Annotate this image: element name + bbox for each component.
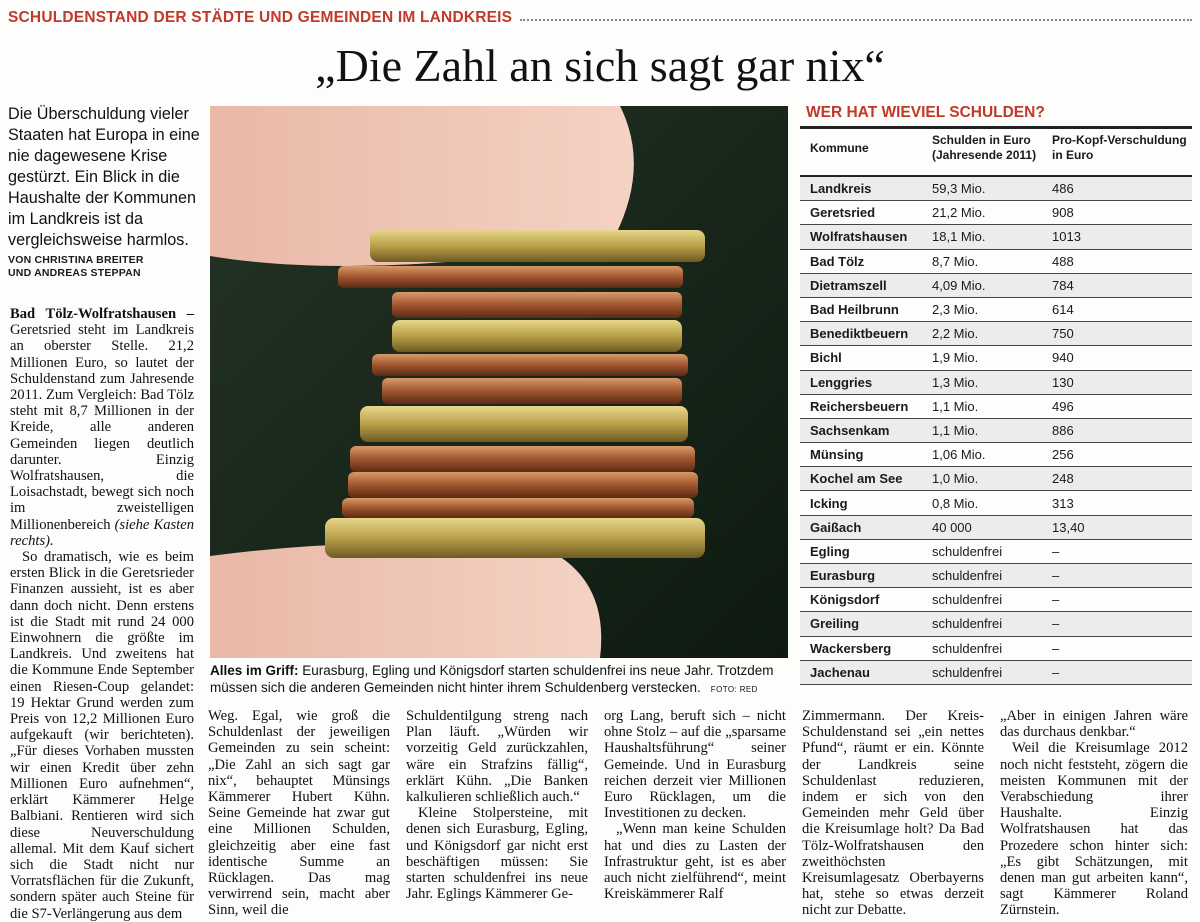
kommune-cell: Egling [810, 543, 850, 559]
byline [8, 254, 200, 280]
table-row [800, 637, 1192, 661]
article-paragraph: org Lang, beruft sich – nicht ohne Stolz – auf die „sparsame Haushaltsführung“ seiner Gemeinde. Und in Eurasburg reichen derzeit vier Millionen Euro Rücklagen, um die Investitionen zu decken. [604, 708, 786, 822]
paragraph-text: Geretsried steht im Landkreis an oberster Stelle. 21,2 Millionen Euro, so lautet der Schuldenstand zum Jahresende 2011. Zum Vergleich: Bad Tölz steht mit 8,7 Millionen in der Kreide, alle anderen Gemeinden liegen deutlich darunter. Einzig Wolfratshausen, die Loisachstadt, bewegt sich noch im zweistelligen Millionenbereich [10, 322, 194, 533]
schulden-cell: 4,09 Mio. [932, 277, 986, 293]
byline-line: VON CHRISTINA BREITER [8, 254, 144, 266]
prokopf-cell: 750 [1052, 326, 1074, 342]
article-column-1 [10, 306, 194, 922]
table-row [800, 298, 1192, 322]
table-body [800, 177, 1192, 685]
table-row [800, 371, 1192, 395]
table-row [800, 467, 1192, 491]
kommune-cell: Wackersberg [810, 640, 892, 656]
kommune-cell: Bad Tölz [810, 253, 865, 269]
article-column-5 [802, 708, 984, 919]
box-reference: (siehe Kasten rechts). [10, 516, 194, 549]
table-row [800, 564, 1192, 588]
prokopf-cell: 13,40 [1052, 519, 1085, 535]
article-paragraph: Kleine Stolpersteine, mit denen sich Eurasburg, Egling, und Königsdorf gar nicht erst beschäftigen müssen: Sie starten schuldenfrei ins neue Jahr. Eglings Kämmerer Ge- [406, 805, 588, 903]
photo-caption [210, 662, 788, 698]
schulden-cell: 0,8 Mio. [932, 495, 979, 511]
kicker-divider [520, 19, 1192, 21]
kommune-cell: Sachsenkam [810, 422, 890, 438]
coin-stack-photo [210, 106, 788, 658]
schulden-cell: schuldenfrei [932, 592, 1003, 608]
article-paragraph: Weg. Egal, wie groß die Schuldenlast der jeweiligen Gemeinden zu sein scheint: „Die Zahl an sich sagt gar nix“, behauptet Münsings Kämmerer Hubert Kühn. Seine Gemeinde hat zwar gut eine Millionen Schulden, gleichzeitig aber eine fast identische Summe an Rücklagen. Das mag verwirrend sein, macht aber Sinn, weil die [208, 708, 390, 919]
prokopf-cell: – [1052, 640, 1060, 656]
prokopf-cell: 908 [1052, 205, 1074, 221]
table-row [800, 661, 1192, 685]
kommune-cell: Dietramszell [810, 277, 887, 293]
schulden-cell: 59,3 Mio. [932, 181, 986, 197]
table-row [800, 201, 1192, 225]
schulden-cell: schuldenfrei [932, 664, 1003, 680]
prokopf-cell: 784 [1052, 277, 1074, 293]
schulden-cell: 2,3 Mio. [932, 302, 979, 318]
intro-teaser: Die Überschuldung vieler Staaten hat Europa in eine nie dagewesene Krise gestürzt. Ein Blick in die Haushalte der Kommunen im Landkreis ist da vergleichsweise harmlos. [8, 105, 200, 249]
kommune-cell: Lenggries [810, 374, 873, 390]
kommune-cell: Münsing [810, 447, 864, 463]
schulden-cell: schuldenfrei [932, 568, 1003, 584]
kommune-cell: Jachenau [810, 664, 870, 680]
prokopf-cell: – [1052, 664, 1060, 680]
kommune-cell: Landkreis [810, 181, 872, 197]
prokopf-cell: – [1052, 568, 1060, 584]
article-paragraph: Weil die Kreisumlage 2012 noch nicht feststeht, zögern die meisten Kommunen mit der Verabschiedung ihrer Haushalte. Einzig Wolfratshausen hat das Prozedere schon hinter sich: „Es gibt Schätzungen, mit denen man gut arbeiten kann“, sagt Kämmerer Roland Zürnstein. [1000, 740, 1188, 919]
prokopf-cell: 940 [1052, 350, 1074, 366]
caption-text: Eurasburg, Egling und Königsdorf starten schuldenfrei ins neue Jahr. Trotzdem müssen sich die anderen Gemeinden nicht hinter ihrem Schuldenberg verstecken. [210, 663, 774, 695]
schulden-cell: 1,9 Mio. [932, 350, 979, 366]
prokopf-cell: 256 [1052, 447, 1074, 463]
prokopf-cell: 130 [1052, 374, 1074, 390]
article-column-6 [1000, 708, 1188, 919]
schulden-cell: 8,7 Mio. [932, 253, 979, 269]
table-row [800, 395, 1192, 419]
table-row [800, 612, 1192, 636]
article-column-2 [208, 708, 390, 919]
table-row [800, 274, 1192, 298]
schulden-cell: 1,3 Mio. [932, 374, 979, 390]
article-paragraph: „Aber in einigen Jahren wäre das durchaus denkbar.“ [1000, 708, 1188, 741]
table-row [800, 491, 1192, 515]
debt-table [800, 104, 1192, 685]
table-header [800, 129, 1192, 177]
prokopf-cell: 248 [1052, 471, 1074, 487]
kommune-cell: Icking [810, 495, 848, 511]
kommune-cell: Bichl [810, 350, 842, 366]
kommune-cell: Gaißach [810, 519, 862, 535]
kommune-cell: Greiling [810, 616, 860, 632]
schulden-cell: schuldenfrei [932, 616, 1003, 632]
table-title: WER HAT WIEVIEL SCHULDEN? [806, 104, 1045, 121]
schulden-cell: 1,1 Mio. [932, 422, 979, 438]
prokopf-cell: 313 [1052, 495, 1074, 511]
photo-credit: FOTO: RED [710, 685, 758, 694]
bottom-thumb [210, 543, 601, 658]
table-row [800, 177, 1192, 201]
caption-lead: Alles im Griff: [210, 663, 299, 678]
schulden-cell: 18,1 Mio. [932, 229, 986, 245]
table-row [800, 250, 1192, 274]
prokopf-cell: 614 [1052, 302, 1074, 318]
article-paragraph [10, 306, 194, 549]
table-row [800, 516, 1192, 540]
section-kicker: SCHULDENSTAND DER STÄDTE UND GEMEINDEN IM LANDKREIS [8, 9, 513, 26]
kommune-cell: Königsdorf [810, 592, 880, 608]
prokopf-cell: 488 [1052, 253, 1074, 269]
header-kommune: Kommune [810, 141, 869, 155]
article-paragraph: „Wenn man keine Schulden hat und dies zu Lasten der Infrastruktur geht, ist es aber auch nicht zielführend“, meint Kreiskämmerer Ralf [604, 821, 786, 903]
article-paragraph: So dramatisch, wie es beim ersten Blick in die Geretsrieder Finanzen aussieht, ist es aber dann doch nicht. Denn erstens ist die Stadt mit rund 24 000 Einwohnern die größte im Landkreis. Und zweitens hat die Kommune Ende September einen Riesen-Coup gelandet: 19 Hektar Grund werden zum Preis von 12,2 Millionen Euro aufgekauft (wir berichteten). „Für dieses Vorhaben mussten wir einen Kredit über zehn Millionen Euro aufnehmen“, erklärt Kämmerer Helge Balbiani. Rentieren wird sich diese Neuverschuldung allemal. Mit dem Kauf sichert sich die Stadt nicht nur Vorratsflächen für die Zukunft, sondern später auch Steine für die S7-Verlängerung aus dem [10, 549, 194, 922]
table-row [800, 346, 1192, 370]
schulden-cell: schuldenfrei [932, 640, 1003, 656]
article-paragraph: Schuldentilgung streng nach Plan läuft. „Würden wir vorzeitig Geld zurückzahlen, wäre ein Strafzins fällig“, erklärt Kühn. „Die Banken kalkulieren schließlich auch.“ [406, 708, 588, 806]
kicker-row [8, 6, 1192, 30]
kommune-cell: Kochel am See [810, 471, 903, 487]
table-row [800, 540, 1192, 564]
article-paragraph: Zimmermann. Der Kreis-Schuldenstand sei „ein nettes Pfund“, räumt er ein. Könnte der Landkreis seine Schuldenlast reduzieren, indem er sich von den Gemeinden mehr Geld über die Kreisumlage holt? Da Bad Tölz-Wolfratshausen den zweithöchsten Kreisumlagesatz Oberbayerns hat, stehe so etwas derzeit nicht zur Debatte. [802, 708, 984, 919]
table-row [800, 443, 1192, 467]
header-prokopf: Pro-Kopf-Verschuldung in Euro [1052, 133, 1187, 162]
schulden-cell: schuldenfrei [932, 543, 1003, 559]
header-schulden: Schulden in Euro (Jahresende 2011) [932, 133, 1037, 162]
schulden-cell: 1,1 Mio. [932, 398, 979, 414]
dateline: Bad Tölz-Wolfratshausen – [10, 306, 194, 322]
kommune-cell: Bad Heilbrunn [810, 302, 899, 318]
kommune-cell: Geretsried [810, 205, 876, 221]
schulden-cell: 21,2 Mio. [932, 205, 986, 221]
prokopf-cell: – [1052, 616, 1060, 632]
table-row [800, 419, 1192, 443]
kommune-cell: Wolfratshausen [810, 229, 908, 245]
prokopf-cell: 1013 [1052, 229, 1081, 245]
kommune-cell: Benediktbeuern [810, 326, 909, 342]
prokopf-cell: – [1052, 543, 1060, 559]
coin-stack-illustration [210, 106, 788, 658]
article-column-3 [406, 708, 588, 902]
kommune-cell: Eurasburg [810, 568, 876, 584]
prokopf-cell: – [1052, 592, 1060, 608]
schulden-cell: 1,0 Mio. [932, 471, 979, 487]
prokopf-cell: 886 [1052, 422, 1074, 438]
table-row [800, 588, 1192, 612]
schulden-cell: 1,06 Mio. [932, 447, 986, 463]
byline-line: UND ANDREAS STEPPAN [8, 267, 141, 279]
schulden-cell: 40 000 [932, 519, 972, 535]
kommune-cell: Reichersbeuern [810, 398, 909, 414]
table-row [800, 225, 1192, 249]
prokopf-cell: 486 [1052, 181, 1074, 197]
table-row [800, 322, 1192, 346]
headline: „Die Zahl an sich sagt gar nix“ [315, 40, 885, 91]
article-column-4 [604, 708, 786, 902]
prokopf-cell: 496 [1052, 398, 1074, 414]
schulden-cell: 2,2 Mio. [932, 326, 979, 342]
